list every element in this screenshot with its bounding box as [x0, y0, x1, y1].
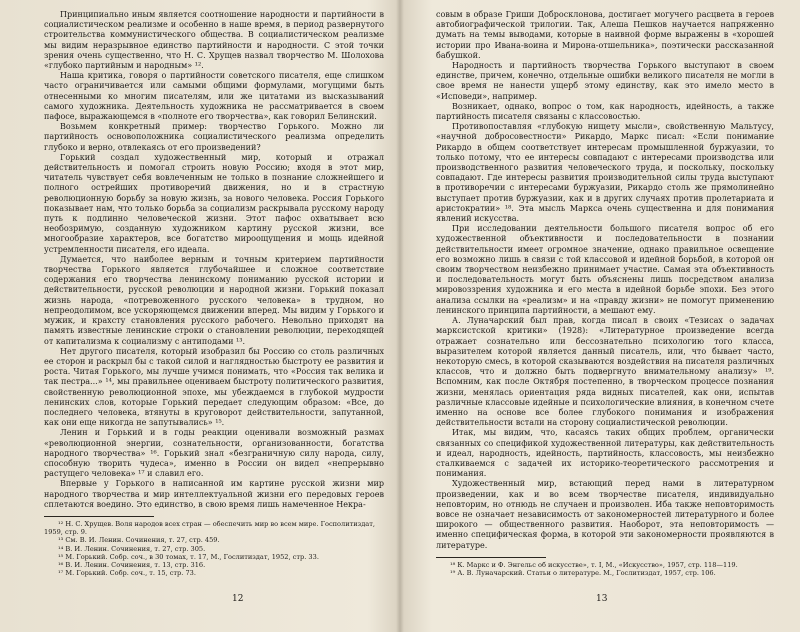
paragraph: Думается, что наиболее верным и точным критерием партийности творчества Горького является глубочайшее и сложное соответствие содержания его творчества ленинскому пониманию русской истории и действительности, русской революции и народной жизни. Горький показал жизнь народа, «потревоженного русского человека» в трудном, но непреодолимом, все ускоряющемся движении вперед. Мы видим у Горького и мужик, и крахсту становления русского рабочего. Невольно приходят на память известные ленинские строки о становлении революции, переходящей от капитализма к социализму с антиподами ¹³.: [44, 254, 384, 346]
paragraph: Художественный мир, встающий перед нами в литературном произведении, как и во всем творчестве писателя, индивидуально неповторим, но отнюдь не случаен и произволен. Иба также неповторимость вовсе не означает независимость от закономерностей литературного и более широкого — общественного развития. Наоборот, эта неповторимость — именно специфическая форма, в которой эти закономерности проявляются в литературе.: [436, 479, 774, 550]
paragraph: Ленин и Горький и в годы реакции оценивали возможный размах «революционной энергии, сознательности, организованности, богатства народного творчества» ¹⁶. Горький знал «безграничную силу народа, силу, способную творить чудеса», именно в России он видел «непрерывно растущего человека» ¹⁷ и славил его.: [44, 428, 384, 479]
footnote: ¹³ См. В. И. Ленин. Сочинения, т. 27, стр. 459.: [58, 536, 220, 545]
footnote: ¹⁸ К. Маркс и Ф. Энгельс об искусстве», т. I, М., «Искусство», 1957, стр. 118—119.: [450, 560, 738, 569]
right-footnotes: [436, 561, 774, 577]
footnote: ¹⁶ В. И. Ленин. Сочинения, т. 13, стр. 316.: [58, 560, 206, 569]
paragraph: При исследовании деятельности большого писателя вопрос об его художественной объективности и последовательности в познании действительности имеет огромное значение, однако правильное освещение его возможно лишь в связи с той классовой и идейной борьбой, в которой он своим творчеством неизбежно принимает участие. Самая эта объективность и последовательность могут быть объяснены лишь посредством анализа мировоззрения художника и его места в идейной борьбе эпохи. Без этого анализа ссылки на «реализм» и на «правду жизни» не помогут применению ленинского принципа партийности, а мешают ему.: [436, 224, 774, 315]
paragraph: А. Луначарский был прав, когда писал в своих «Тезисах о задачах марксистской критики» (1928): «Литературное произведение всегда отражает сознательно или бессознательно психологию того класса, выразителем которой является данный писатель, или, что бывает часто, некоторую смесь, в которой сказываются воздействия на писателя различных классов, что и должно быть подвергнуто внимательному анализу» ¹⁹. Вспомним, как после Октября постепенно, в творческом процессе познания жизни, менялась ориентация ряда видных писателей, как они, испытав различные классовые идейные и психологические влияния, в конечном счете именно на основе все более глубокого понимания и изображения действительности встали на сторону социалистической революции.: [436, 316, 774, 428]
left-footnotes: [44, 520, 384, 577]
paragraph: Нет другого писателя, который изобразил бы Россию со столь различных ее сторон и раскрыл бы с такой силой и наглядностью быстроту ее развития и роста. Читая Горького, мы лучше учимся понимать, что «Россия так велика и так пестра...» ¹⁴, мы правильнее оцениваем быстроту политического развития, свойственную революционной эпохе, мы убеждаемся в глубокой мудрости ленинских слов, которые Горький передает следующим образом: «Все, до последнего человека, втянуты в круговорот действительности, запутанной, как они еще никогда не запутывались» ¹⁵.: [44, 346, 384, 428]
paragraph: Возьмем конкретный пример: творчество Горького. Можно ли партийность основоположника социалистического реализма определить глубоко и верно, отвлекаясь от его произведений?: [44, 122, 384, 152]
book-gutter: [396, 0, 404, 632]
paragraph: Итак, мы видим, что, касаясь таких общих проблем, органически связанных со спецификой художественной литературы, как действительность и идеал, народность, идейность, партийность, классовость, мы неизбежно сталкиваемся с задачей их историко-теоретического рассмотрения и понимания.: [436, 428, 774, 479]
paragraph: Принципиально иным является соотношение народности и партийности в социалистическом реализме и особенно в наше время, в период развернутого строительства коммунистического общества. В социалистическом реализме мы видим неразрывное единство партийности и народности. С этой точки зрения очень существенно, что Н. С. Хрущев назвал творчество М. Шолохова «глубоко партийным и народным» ¹².: [44, 10, 384, 71]
paragraph: Народность и партийность творчества Горького выступают в своем единстве, причем, конечно, отдельные ошибки великого писателя не могли в свое время не нанести ущерб этому единству, как это имело место в «Исповеди», например.: [436, 61, 774, 101]
paragraph: Наша критика, говоря о партийности советского писателя, еще слишком часто ограничивается или самыми общими формулами, могущими быть отнесенными ко многим писателям, или же цитатами из высказываний самого художника. Деятельность художника не рассматривается в своем пафосе, выражающемся в «полноте его творчества», как говорил Белинский.: [44, 71, 384, 122]
paragraph: Горький создал художественный мир, который и отражал действительность и помогал строить новую Россию; входя в этот мир, читатель чувствует себя вовлеченным не только в познание сложнейшего и полного острейших противоречий движения, но и в страстную революционную борьбу за новую жизнь, за нового человека. Россия Горького показывает нам, что только борьба за социализм раскрывала русскому народу путь к подлинно человеческой жизни. Этот пафос охватывает всю необозримую, созданную художником картину русской жизни, все многообразие характеров, все богатство мироощущения и мощь идейной устремленности писателя, его идеала.: [44, 152, 384, 254]
page-number: 13: [596, 594, 608, 604]
footnote: ¹⁵ М. Горький. Собр. соч., в 30 томах, т. 17, М., Гослитиздат, 1952, стр. 33.: [58, 552, 319, 561]
footnote: ¹⁴ В. И. Ленин. Сочинения, т. 27, стр. 305.: [58, 544, 206, 553]
footnote-divider: [436, 557, 546, 558]
footnote: ¹⁹ А. В. Луначарский. Статьи о литературе. М., Гослитиздат, 1957, стр. 106.: [450, 568, 716, 577]
paragraph: Впервые у Горького в написанной им картине русской жизни мир народного творчества и мир интеллектуальной жизни его передовых героев сплетаются воедино. Это единство, в свою время лишь намеченное Некра-: [44, 479, 384, 509]
paragraph: Противопоставляя «глубокую нищету мысли», свойственную Мальтусу, «научной добросовестности» Рикардо, Маркс писал: «Если понимание Рикардо в общем соответствует интересам промышленной буржуазии, то только потому, что ее интересы совпадают с интересами производства или производственного развития человеческого труда, и поскольку, поскольку совпадают. Где интересы развития производительной силы труда выступают в противоречии с интересами буржуазии, Рикардо столь же прямолинейно выступает против буржуазии, как и в других случаях против пролетариата и аристократии» ¹⁸. Эта мысль Маркса очень существенна и для понимания явлений искусства.: [436, 122, 774, 224]
paragraph: Возникает, однако, вопрос о том, как народность, идейность, а также партийность писателя связаны с классовостью.: [436, 101, 774, 122]
left-page-body: [44, 10, 384, 510]
right-page: [400, 0, 800, 632]
footnote-divider: [44, 516, 154, 517]
page-number: 12: [232, 594, 244, 604]
right-page-body: [436, 10, 774, 551]
paragraph: совым в образе Гриши Добросклонова, достигает могучего расцвета в героев автобиографической трилогии. Так, Алеша Пешков научается напряженно думать на темы выводами, которые в наивной форме выражены в «хорошей истории про Ивана-воина и Мирона-отшельника», поэтически рассказанной бабушкой.: [436, 10, 774, 60]
footnote: ¹⁷ М. Горький. Собр. соч., т. 15, стр. 73.: [58, 569, 196, 578]
footnote: ¹² Н. С. Хрущев. Воля народов всех стран — обеспечить мир во всем мире. Госполитиздат, 1959, стр. 9.: [44, 519, 375, 537]
